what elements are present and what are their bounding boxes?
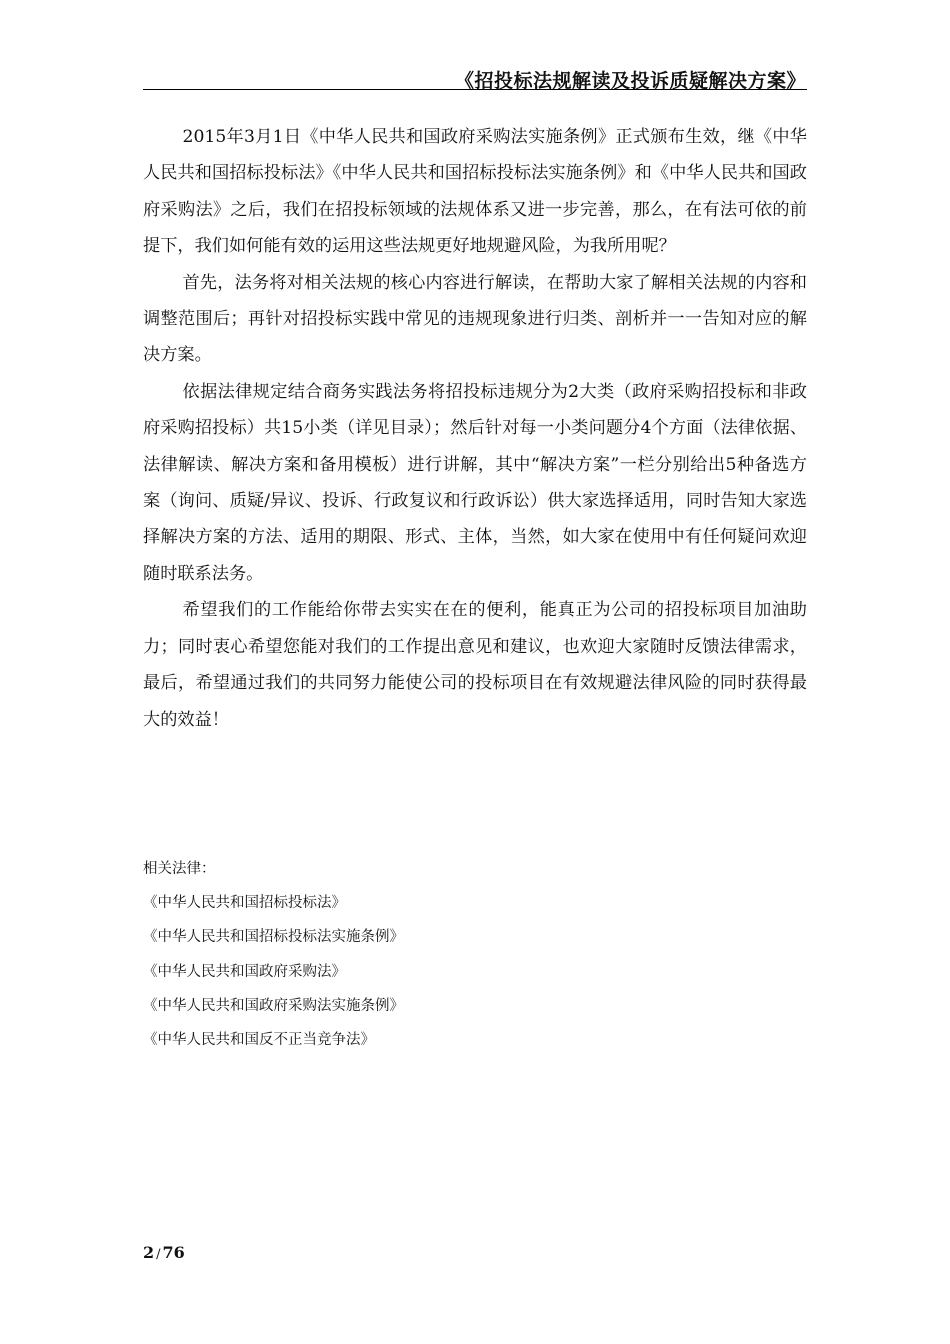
paragraph-approach: 首先，法务将对相关法规的核心内容进行解读，在帮助大家了解相关法规的内容和调整范围后；再针对招投标实践中常见的违规现象进行归类、剖析并一一告知对应的解决方案。 xyxy=(143,272,807,366)
related-law-item: 《中华人民共和国反不正当竞争法》 xyxy=(143,1032,375,1049)
related-law-item: 《中华人民共和国招标投标法实施条例》 xyxy=(143,929,404,946)
document-header-title: 《招投标法规解读及投诉质疑解决方案》 xyxy=(454,70,806,92)
related-law-item: 《中华人民共和国政府采购法》 xyxy=(143,963,346,980)
page-separator: / xyxy=(156,1247,161,1262)
related-law-item: 《中华人民共和国招标投标法》 xyxy=(143,895,346,912)
header-divider xyxy=(143,89,807,90)
paragraph-closing: 希望我们的工作能给你带去实实在在的便利，能真正为公司的招投标项目加油助力；同时衷心希望您能对我们的工作提出意见和建议，也欢迎大家随时反馈法律需求，最后，希望通过我们的共同努力能使公司的投标项目在有效规避法律风险的同时获得最大的效益！ xyxy=(143,600,807,730)
related-laws-heading: 相关法律： xyxy=(143,861,216,877)
document-body xyxy=(143,119,807,738)
related-laws-section xyxy=(143,852,807,1057)
page-current: 2 xyxy=(143,1243,155,1262)
paragraph-classification: 依据法律规定结合商务实践法务将招投标违规分为2大类（政府采购招投标和非政府采购招投标）共15小类（详见目录）；然后针对每一小类问题分4个方面（法律依据、法律解读、解决方案和备用模板）进行讲解，其中“解决方案”一栏分别给出5种备选方案（询问、质疑/异议、投诉、行政复议和行政诉讼）供大家选择适用，同时告知大家选择解决方案的方法、适用的期限、形式、主体，当然，如大家在使用中有任何疑问欢迎随时联系法务。 xyxy=(143,381,807,584)
paragraph-intro: 2015年3月1日《中华人民共和国政府采购法实施条例》正式颁布生效，继《中华人民共和国招标投标法》《中华人民共和国招标投标法实施条例》和《中华人民共和国政府采购法》之后，我们在招投标领域的法规体系又进一步完善，那么，在有法可依的前提下，我们如何能有效的运用这些法规更好地规避风险，为我所用呢？ xyxy=(143,127,807,257)
related-law-item: 《中华人民共和国政府采购法实施条例》 xyxy=(143,997,404,1014)
page-number xyxy=(143,1243,185,1262)
page-total: 76 xyxy=(162,1243,185,1262)
